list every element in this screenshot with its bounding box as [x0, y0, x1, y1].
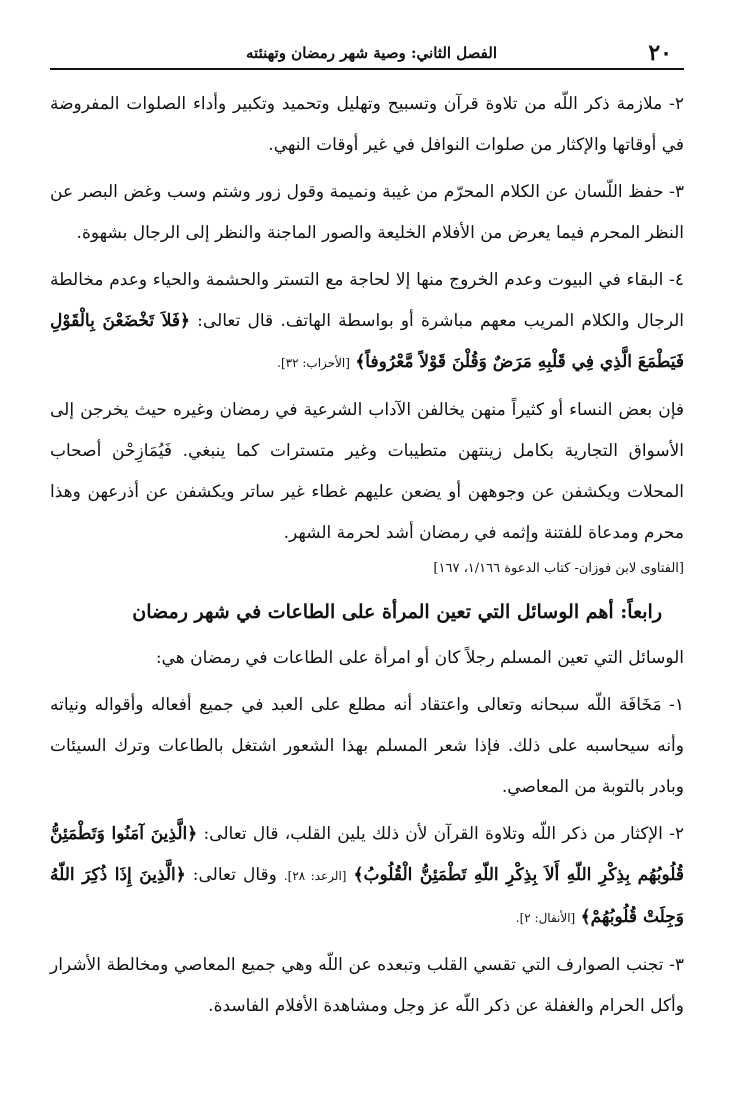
fatwa-citation: [الفتاوى لابن فوزان- كتاب الدعوة ١/١٦٦، ١٦٧] [433, 561, 684, 576]
quran-verse-anfal: ﴿الَّذِينَ إِذَا ذُكِرَ اللّهُ وَجِلَتْ قُلُوبُهُمْ﴾ [50, 865, 684, 927]
page-number: ٢٠ [648, 40, 672, 66]
paragraph-means-3: ٣- تجنب الصوارف التي تقسي القلب وتبعده عن اللّه وهي جميع المعاصي ومخالطة الأشرار وأكل الحرام والغفلة عن ذكر اللّه عز وجل ومشاهدة الأفلام الفاسدة. [50, 955, 684, 1016]
running-head: الفصل الثاني: وصية شهر رمضان وتهنئته [246, 44, 497, 62]
verse-reference-anfal: [الأنفال: ٢]. [515, 911, 576, 925]
verse-reference-ahzab: [الأحزاب: ٣٢]. [277, 356, 350, 370]
section-heading: رابعاً: أهم الوسائل التي تعين المرأة على الطاعات في شهر رمضان [132, 601, 662, 623]
means-2-text: ٢- الإكثار من ذكر اللّه وتلاوة القرآن لأن ذلك يلين القلب، قال تعالى: [203, 824, 684, 844]
item-4-text: ٤- البقاء في البيوت وعدم الخروج منها إلا لحاجة مع التستر والحشمة والحياء وعدم مخالطة الرجال والكلام المريب معهم مباشرة أو بواسطة الهاتف. قال تعالى: [50, 270, 685, 331]
quran-verse-ahzab: ﴿فَلاَ تَخْضَعْنَ بِالْقَوْلِ فَيَطْمَعَ الَّذِي فِي قَلْبِهِ مَرَضٌ وَقُلْنَ قَوْلاً مَّعْرُوفاً﴾ [50, 311, 684, 372]
quran-verse-rad: ﴿الَّذِينَ آمَنُوا وَتَطْمَئِنُّ قُلُوبُهُم بِذِكْرِ اللّهِ أَلاَ بِذِكْرِ اللّهِ تَطْمَئِنُّ الْقُلُوبُ﴾ [50, 824, 685, 885]
means-2-continuation: وقال تعالى: [192, 865, 277, 885]
paragraph-means-1: ١- مَخَافَة اللّه سبحانه وتعالى واعتقاد أنه مطلع على العبد في جميع أفعاله وأقواله ونياته وأنه سيحاسبه على ذلك. فإذا شعر المسلم بهذا الشعور اشتغل بالطاعات وترك السيئات وبادر بالتوبة من المعاصي. [50, 695, 684, 797]
paragraph-item-3: ٣- حفظ اللّسان عن الكلام المحرّم من غيبة ونميمة وقول زور وشتم وسب وغض البصر عن النظر المحرم فيما يعرض من الأفلام الخليعة والصور الماجنة والنظر إلى الرجال بشهوة. [50, 182, 684, 243]
page-body [50, 84, 684, 1033]
paragraph-women-conduct: فإن بعض النساء أو كثيراً منهن يخالفن الآداب الشرعية في رمضان وغيره حيث يخرجن إلى الأسواق التجارية بكامل زينتهن متطيبات وغير متسترات كما ينبغي. فَيُمَازِحْن أصحاب المحلات ويكشفن عن وجوههن أو يضعن عليهم غطاء غير ساتر ويكشفن عن أذرعهن وهذا محرم ومدعاة للفتنة وإثمه في رمضان أشد لحرمة الشهر. [50, 400, 684, 543]
paragraph-item-4 [50, 260, 684, 384]
paragraph-item-2: ٢- ملازمة ذكر اللّه من تلاوة قرآن وتسبيح وتهليل وتحميد وتكبير وأداء الصلوات المفروضة في أوقاتها والإكثار من صلوات النوافل في غير أوقات النهي. [50, 94, 684, 155]
paragraph-intro: الوسائل التي تعين المسلم رجلاً كان أو امرأة على الطاعات في رمضان هي: [155, 648, 684, 668]
paragraph-means-2 [50, 814, 684, 939]
page-header [50, 38, 684, 70]
verse-reference-rad: [الرعد: ٢٨]. [283, 869, 347, 883]
